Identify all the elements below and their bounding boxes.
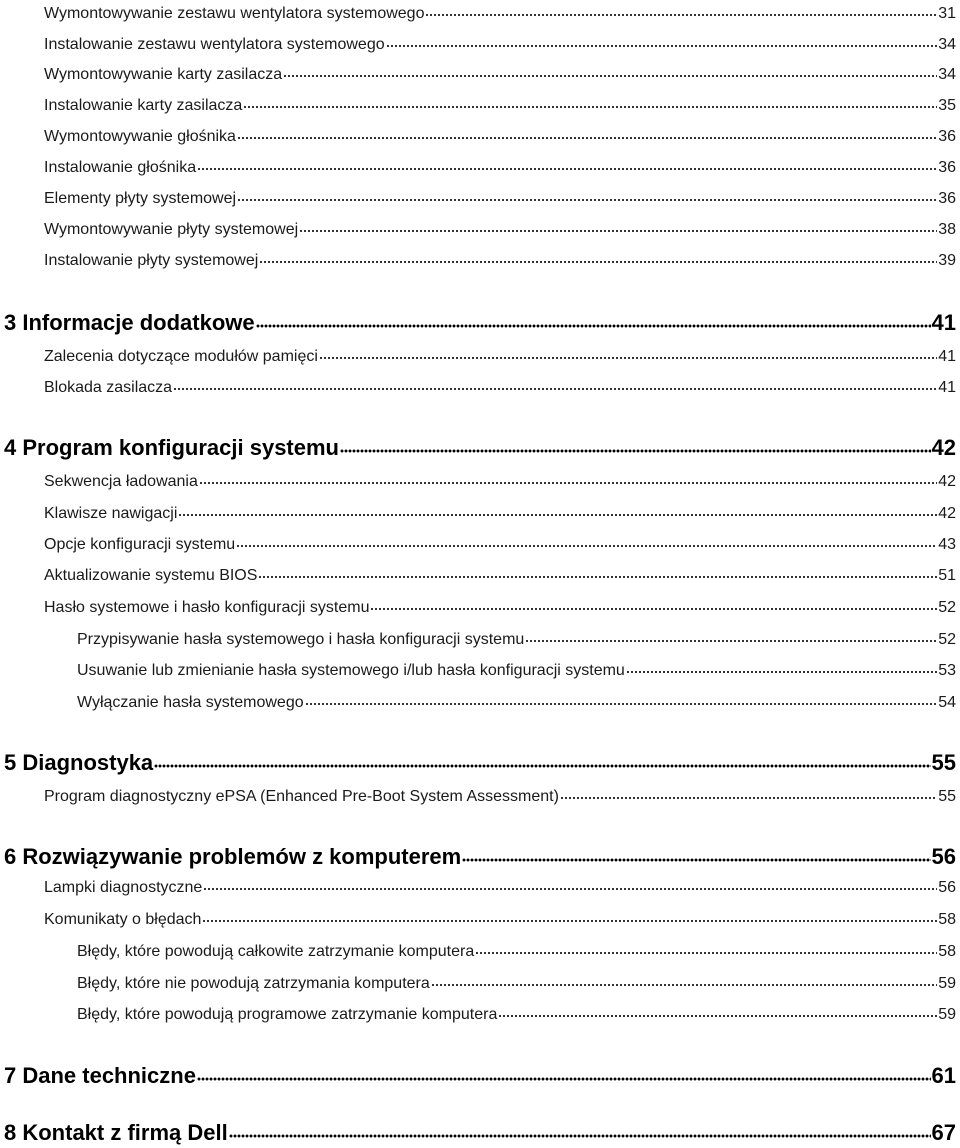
dot-leader [299,218,937,234]
dot-leader [386,33,938,49]
toc-chapter-title: 4 Program konfiguracji systemu [4,435,339,460]
dot-leader [525,628,937,644]
toc-subentry-title: Przypisywanie hasła systemowego i hasła konfiguracji systemu [77,631,525,648]
toc-subentry[interactable] [77,659,956,680]
toc-entry-page: 42 [938,505,956,522]
toc-subentry-page: 53 [938,662,956,679]
toc-subentry-page: 52 [938,631,956,648]
toc-entry-page: 43 [938,536,956,553]
toc-chapter[interactable] [4,433,956,461]
dot-leader [154,748,930,770]
dot-leader [237,125,937,141]
toc-entry[interactable] [44,596,956,617]
toc-entry-page: 51 [938,567,956,584]
toc-entry-title: Lampki diagnostyczne [44,879,203,896]
toc-entry-title: Instalowanie głośnika [44,159,197,176]
toc-chapter-page: 41 [931,310,956,335]
toc-subentry-title: Błędy, które nie powodują zatrzymania komputera [77,975,430,992]
toc-entry-page: 41 [938,348,956,365]
toc-entry-page: 58 [938,911,956,928]
toc-entry-page: 35 [938,97,956,114]
toc-subentry-title: Błędy, które powodują programowe zatrzymanie komputera [77,1006,498,1023]
dot-leader [243,94,937,110]
toc-chapter-page: 61 [931,1063,956,1088]
dot-leader [431,972,937,988]
dot-leader [173,376,937,392]
toc-chapter-title: 3 Informacje dodatkowe [4,310,255,335]
toc-entry-title: Aktualizowanie systemu BIOS [44,567,258,584]
toc-entry-title: Elementy płyty systemowej [44,190,237,207]
toc-entry-page: 56 [938,879,956,896]
toc-entry-page: 41 [938,379,956,396]
dot-leader [202,908,937,924]
toc-chapter-title: 8 Kontakt z firmą Dell [4,1120,228,1145]
dot-leader [305,691,938,707]
toc-entry-page: 42 [938,473,956,490]
toc-entry-page: 36 [938,128,956,145]
toc-subentry[interactable] [77,1003,956,1024]
toc-chapter-page: 42 [931,435,956,460]
toc-subentry-page: 58 [938,943,956,960]
toc-entry-title: Instalowanie zestawu wentylatora systemowego [44,36,385,53]
toc-entry-title: Program diagnostyczny ePSA (Enhanced Pre-Boot System Assessment) [44,788,559,805]
toc-entry-page: 55 [938,788,956,805]
dot-leader [340,433,931,455]
toc-subentry-title: Błędy, które powodują całkowite zatrzymanie komputera [77,943,475,960]
toc-entry[interactable] [44,470,956,491]
toc-chapter-page: 67 [931,1120,956,1145]
toc-entry[interactable] [44,502,956,523]
toc-chapter-title: 5 Diagnostyka [4,750,154,775]
toc-subentry[interactable] [77,940,956,961]
dot-leader [283,63,937,79]
toc-entry[interactable] [44,125,956,146]
toc-subentry-page: 59 [938,1006,956,1023]
dot-leader [370,596,937,612]
dot-leader [498,1003,937,1019]
dot-leader [462,842,930,864]
toc-subentry[interactable] [77,972,956,993]
toc-subentry-page: 59 [938,975,956,992]
toc-entry[interactable] [44,376,956,397]
toc-entry-title: Wymontowywanie karty zasilacza [44,66,283,83]
dot-leader [178,502,937,518]
toc-entry[interactable] [44,33,956,54]
toc-entry-title: Instalowanie płyty systemowej [44,252,259,269]
toc-entry[interactable] [44,218,956,239]
dot-leader [229,1118,931,1140]
toc-chapter[interactable] [4,1061,956,1089]
toc-entry[interactable] [44,533,956,554]
dot-leader [259,249,937,265]
toc-entry-page: 34 [938,36,956,53]
toc-entry[interactable] [44,345,956,366]
toc-entry-page: 36 [938,190,956,207]
toc-entry-title: Instalowanie karty zasilacza [44,97,243,114]
toc-chapter-page: 55 [931,750,956,775]
toc-subentry-title: Wyłączanie hasła systemowego [77,694,304,711]
toc-entry-page: 31 [938,5,956,22]
toc-entry-title: Blokada zasilacza [44,379,173,396]
toc-chapter[interactable] [4,748,956,776]
toc-entry-title: Sekwencja ładowania [44,473,198,490]
toc-chapter[interactable] [4,308,956,336]
toc-chapter-page: 56 [931,844,956,869]
toc-entry[interactable] [44,156,956,177]
dot-leader [237,187,937,203]
dot-leader [203,876,937,892]
toc-entry[interactable] [44,63,956,84]
dot-leader [199,470,937,486]
toc-entry-title: Hasło systemowe i hasło konfiguracji systemu [44,599,370,616]
toc-chapter[interactable] [4,842,956,870]
toc-entry-title: Opcje konfiguracji systemu [44,536,236,553]
toc-chapter-title: 7 Dane techniczne [4,1063,196,1088]
toc-entry-title: Wymontowywanie płyty systemowej [44,221,299,238]
toc-entry-page: 52 [938,599,956,616]
dot-leader [319,345,937,361]
dot-leader [425,2,937,18]
toc-subentry[interactable] [77,691,956,712]
toc-subentry-title: Usuwanie lub zmienianie hasła systemowego i/lub hasła konfiguracji systemu [77,662,625,679]
dot-leader [197,1061,931,1083]
toc-entry-title: Zalecenia dotyczące modułów pamięci [44,348,318,365]
toc-entry-title: Wymontowywanie zestawu wentylatora systemowego [44,5,425,22]
toc-entry[interactable] [44,94,956,115]
toc-subentry-page: 54 [938,694,956,711]
toc-entry-page: 34 [938,66,956,83]
toc-entry-title: Wymontowywanie głośnika [44,128,236,145]
dot-leader [197,156,937,172]
toc-entry[interactable] [44,2,956,23]
dot-leader [258,564,937,580]
toc-entry[interactable] [44,564,956,585]
toc-entry[interactable] [44,785,956,806]
toc-entry-title: Klawisze nawigacji [44,505,178,522]
toc-entry-page: 38 [938,221,956,238]
toc-entry[interactable] [44,876,956,897]
toc-entry[interactable] [44,908,956,929]
toc-subentry[interactable] [77,628,956,649]
toc-entry-page: 39 [938,252,956,269]
toc-entry[interactable] [44,187,956,208]
dot-leader [256,308,931,330]
toc-chapter[interactable] [4,1118,956,1146]
dot-leader [626,659,937,675]
dot-leader [475,940,937,956]
toc-chapter-title: 6 Rozwiązywanie problemów z komputerem [4,844,462,869]
toc-entry-title: Komunikaty o błędach [44,911,202,928]
toc-entry-page: 36 [938,159,956,176]
dot-leader [236,533,937,549]
dot-leader [560,785,937,801]
toc-entry[interactable] [44,249,956,270]
